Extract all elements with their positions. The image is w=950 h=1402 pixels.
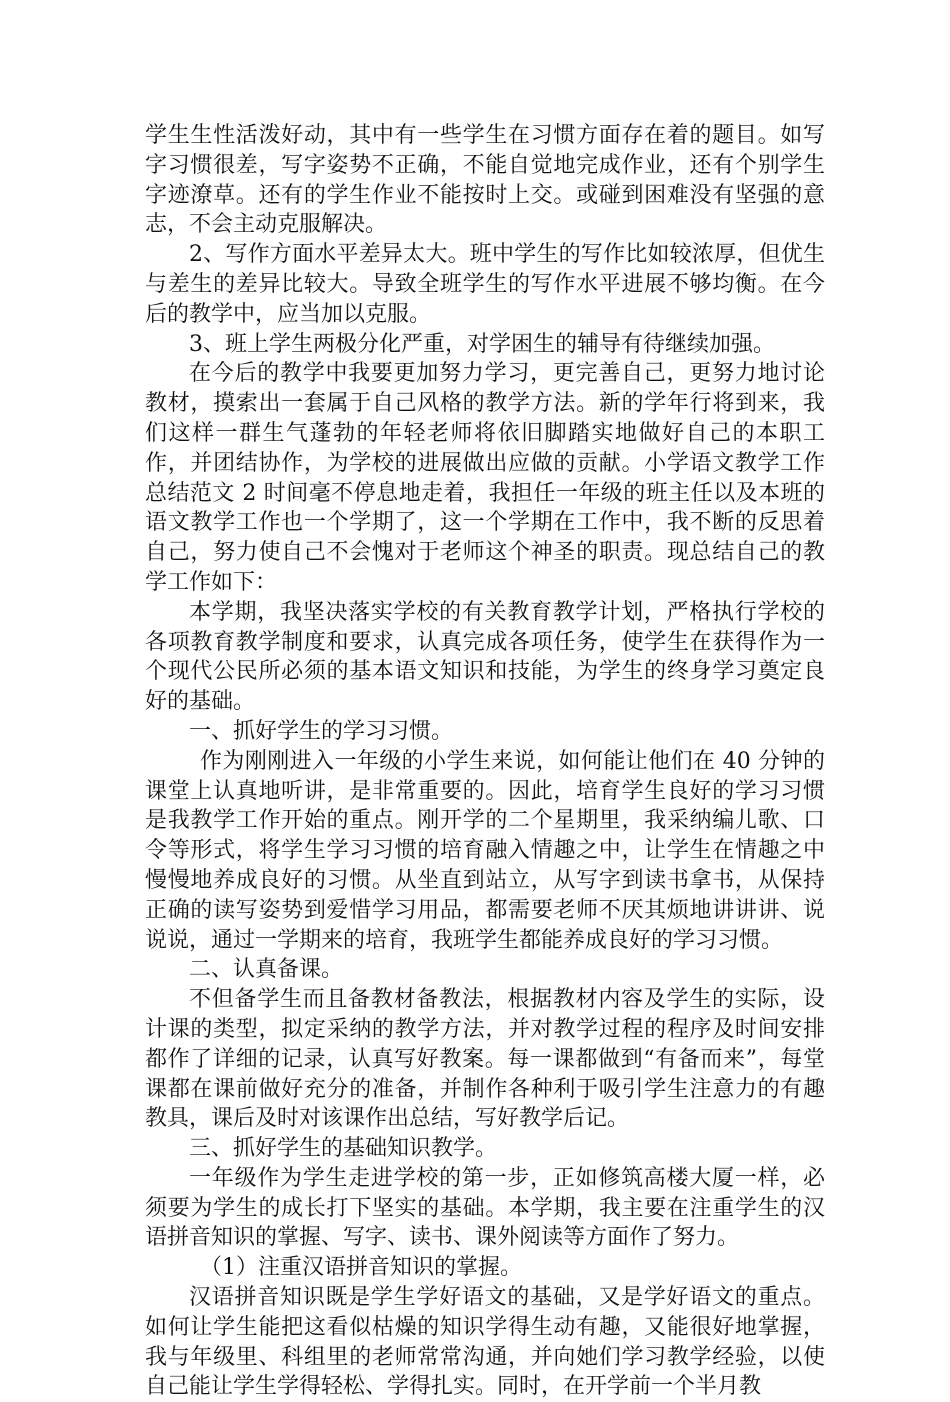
section-heading-basics: 三、抓好学生的基础知识教学。 — [189, 1136, 498, 1162]
paragraph-pinyin: 汉语拼音知识既是学生学好语文的基础，又是学好语文的重点。如何让学生能把这看似枯燥的知识学得生动有趣，又能很好地掌握，我与年级里、科组里的老师常常沟通，并向她们学习教学经验，以使自己能让学生学得轻松、学得扎实。同时，在开学前一个半月教 — [145, 1285, 825, 1400]
section-heading-lesson-prep: 二、认真备课。 — [189, 957, 344, 983]
paragraph-semester-intro: 本学期，我坚决落实学校的有关教育教学计划，严格执行学校的各项教育教学制度和要求，认真完成各项任务，使学生在获得作为一个现代公民所必须的基本语文知识和技能，为学生的终身学习奠定良好的基础。 — [145, 599, 825, 715]
document-body — [145, 121, 825, 1402]
paragraph-item-2: 2、写作方面水平差异太大。班中学生的写作比如较浓厚，但优生与差生的差异比较大。导致全班学生的写作水平进展不够均衡。在今后的教学中，应当加以克服。 — [145, 242, 825, 327]
section-heading-habits: 一、抓好学生的学习习惯。 — [189, 718, 454, 744]
paragraph-future-plan: 在今后的教学中我要更加努力学习，更完善自己，更努力地讨论教材，摸索出一套属于自己风格的教学方法。新的学年行将到来，我们这样一群生气蓬勃的年轻老师将依旧脚踏实地做好自己的本职工作，并团结协作，为学校的进展做出应做的贡献。小学语文教学工作总结范文 2 时间毫不停息地走着，我担任一年级的班主任以及本班的语文教学工作也一个学期了，这一个学期在工作中，我不断的反思着自己，努力使自己不会愧对于老师这个神圣的职责。现总结自己的教学工作如下： — [145, 361, 825, 595]
paragraph-item-3: 3、班上学生两极分化严重，对学困生的辅导有待继续加强。 — [189, 331, 775, 357]
subheading-pinyin: （1）注重汉语拼音知识的掌握。 — [200, 1255, 522, 1281]
paragraph-basics: 一年级作为学生走进学校的第一步，正如修筑高楼大厦一样，必须要为学生的成长打下坚实的基础。本学期，我主要在注重学生的汉语拼音知识的掌握、写字、读书、课外阅读等方面作了努力。 — [145, 1165, 825, 1251]
paragraph-habits: 作为刚刚进入一年级的小学生来说，如何能让他们在 40 分钟的课堂上认真地听讲，是非常重要的。因此，培育学生良好的学习习惯是我教学工作开始的重点。刚开学的二个星期里，我采纳编儿歌、口令等形式，将学生学习习惯的培育融入情趣之中，让学生在情趣之中慢慢地养成良好的习惯。从坐直到站立，从写字到读书拿书，从保持正确的读写姿势到爱惜学习用品，都需要老师不厌其烦地讲讲讲、说说说，通过一学期来的培育，我班学生都能养成良好的学习习惯。 — [145, 748, 825, 953]
paragraph-lesson-prep: 不但备学生而且备教材备教法，根据教材内容及学生的实际，设计课的类型，拟定采纳的教学方法，并对教学过程的程序及时间安排都作了详细的记录，认真写好教案。每一课都做到“有备而来”，每堂课都在课前做好充分的准备，并制作各种利于吸引学生注意力的有趣教具，课后及时对该课作出总结，写好教学后记。 — [145, 987, 825, 1132]
paragraph-continuation: 学生生性活泼好动，其中有一些学生在习惯方面存在着的题目。如写字习惯很差，写字姿势不正确，不能自觉地完成作业，还有个别学生字迹潦草。还有的学生作业不能按时上交。或碰到困难没有坚强的意志，不会主动克服解决。 — [145, 123, 825, 238]
